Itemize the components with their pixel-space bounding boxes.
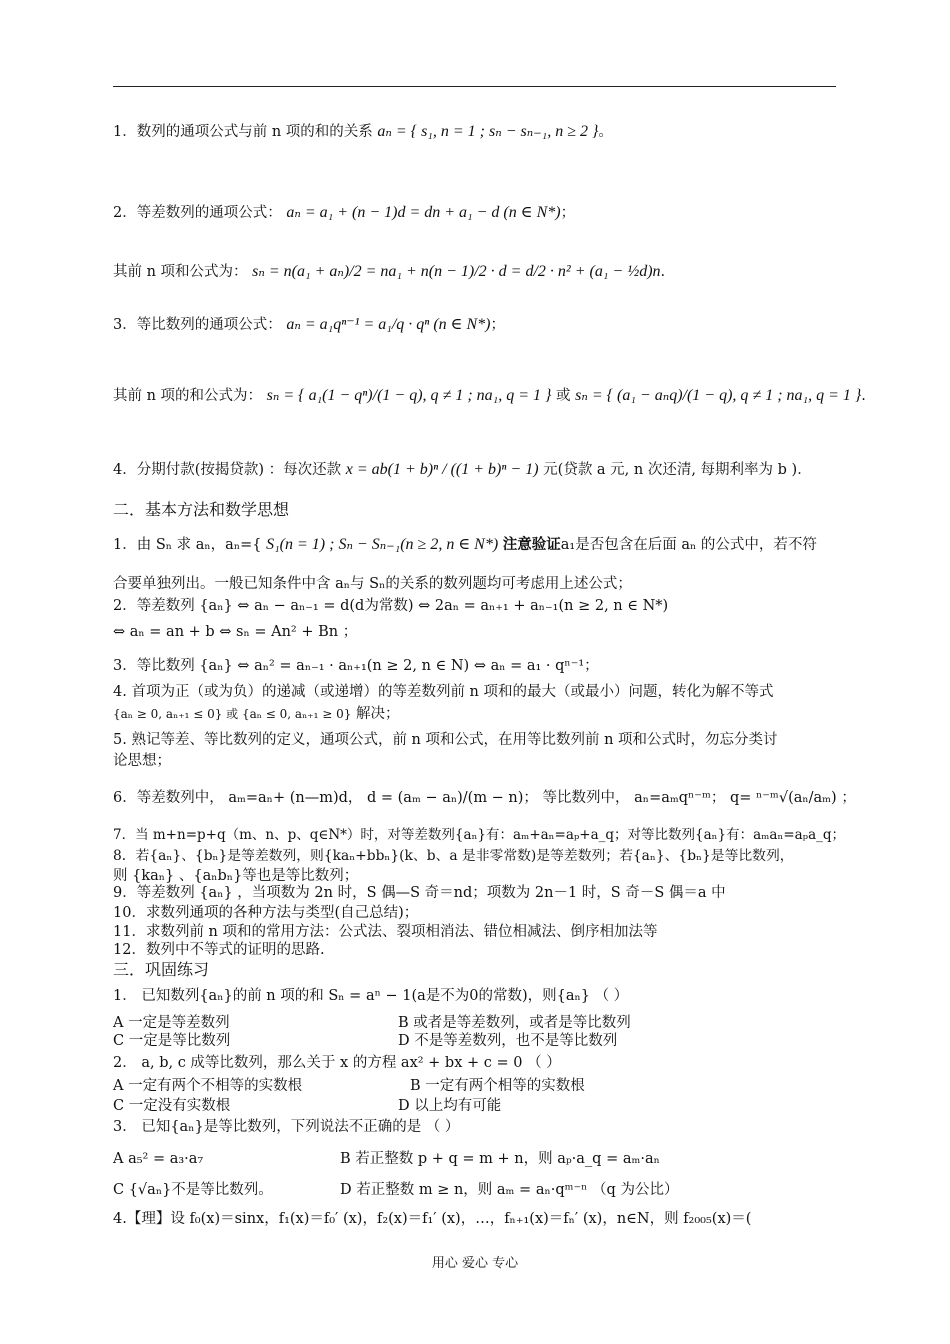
q2-option-b: B 一定有两个相等的实数根 [410, 1078, 585, 1094]
s2-line-4a: 4. 首项为正（或为负）的递减（或递增）的等差数列前 n 项和的最大（或最小）问题，转化为解不等式 [113, 684, 774, 700]
q3-option-a: A a₅² = a₃·a₇ [113, 1151, 204, 1167]
s2-line-2a: 2．等差数列 {aₙ} ⇔ aₙ − aₙ₋₁ = d(d为常数) ⇔ 2aₙ = aₙ₊₁ + aₙ₋₁(n ≥ 2, n ∈ N*) [113, 598, 669, 614]
q3-stem: 3． 已知{aₙ}是等比数列，下列说法不正确的是 （ ） [113, 1119, 460, 1135]
item-2b-formula: sₙ = n(a₁ + aₙ)/2 = na₁ + n(n − 1)/2 · d = d/2 · n² + (a₁ − ½d)n [252, 263, 661, 280]
item-1 [113, 122, 613, 142]
item-3 [113, 315, 505, 335]
s2-line-4b-text: 解决； [355, 706, 400, 722]
item-3-label: 3．等比数列的通项公式： [113, 317, 282, 333]
item-1-end: 。 [598, 124, 613, 140]
s2-line-4b [113, 704, 399, 724]
item-3-formula: aₙ = a₁qⁿ⁻¹ = a₁/q · qⁿ (n ∈ N*) [286, 316, 491, 333]
section-3-heading: 三．巩固练习 [113, 960, 210, 979]
s2-line-1 [113, 535, 817, 555]
item-3b [113, 386, 866, 406]
s2-line-7: 7．当 m+n=p+q（m、n、p、q∈N*）时，对等差数列{aₙ}有：aₘ+aₙ=aₚ+a_q；对等比数列{aₙ}有：aₘaₙ=aₚa_q； [113, 827, 846, 843]
s2-line-1c: 合要单独列出。一般已知条件中含 aₙ与 Sₙ的关系的数列题均可考虑用上述公式； [113, 576, 632, 592]
item-2-formula: aₙ = a₁ + (n − 1)d = dn + a₁ − d (n ∈ N*) [286, 204, 561, 221]
q4-stem: 4.【理】设 f₀(x)＝sinx，f₁(x)＝f₀′ (x)，f₂(x)＝f₁′ (x)，…，fₙ₊₁(x)＝fₙ′ (x)，n∈N，则 f₂₀₀₅(x)＝( [113, 1211, 752, 1227]
item-3-end: ； [490, 317, 505, 333]
item-1-label: 1．数列的通项公式与前 n 项的和的关系 [113, 124, 373, 140]
s2-line-1a: 1．由 Sₙ 求 aₙ，aₙ={ [113, 537, 262, 553]
section-2-heading: 二．基本方法和数学思想 [113, 500, 290, 519]
item-3b-end: . [861, 388, 866, 404]
s2-line-8a: 8．若{aₙ}、{bₙ}是等差数列，则{kaₙ+bbₙ}(k、b、a 是非零常数)是等差数列；若{aₙ}、{bₙ}是等比数列， [113, 848, 794, 864]
s2-line-2b: ⇔ aₙ = an + b ⇔ sₙ = An² + Bn ； [113, 624, 358, 640]
s2-line-1-cases: S₁(n = 1) ; Sₙ − Sₙ₋₁(n ≥ 2, n ∈ N*) [266, 536, 499, 553]
s2-line-11: 11．求数列前 n 项和的常用方法：公式法、裂项相消法、错位相减法、倒序相加法等 [113, 924, 658, 940]
q3-option-c: C {√aₙ}不是等比数列。 [113, 1182, 273, 1198]
s2-line-1b: a₁是否包含在后面 aₙ 的公式中，若不符 [560, 537, 817, 553]
q1-stem: 1． 已知数列{aₙ}的前 n 项的和 Sₙ = aⁿ − 1(a是不为0的常数)，则{aₙ} （ ） [113, 988, 629, 1004]
q2-option-c: C 一定没有实数根 [113, 1098, 231, 1114]
q3-option-d: D 若正整数 m ≥ n，则 aₘ = aₙ·qᵐ⁻ⁿ （q 为公比） [340, 1182, 679, 1198]
s2-line-6: 6．等差数列中， aₘ=aₙ+ (n—m)d， d = (aₘ − aₙ)/(m − n)； 等比数列中， aₙ=aₘqⁿ⁻ᵐ； q= ⁿ⁻ᵐ√(aₙ/aₘ) ； [113, 790, 856, 806]
q1-option-a: A 一定是等差数列 [113, 1015, 230, 1031]
item-2b-label: 其前 n 项和公式为： [113, 264, 248, 280]
q1-option-b: B 或者是等差数列，或者是等比数列 [398, 1015, 631, 1031]
q2-option-a: A 一定有两个不相等的实数根 [113, 1078, 303, 1094]
s2-line-9: 9．等差数列 {aₙ} ，当项数为 2n 时，S 偶—S 奇＝nd；项数为 2n－1 时，S 奇－S 偶＝a 中 [113, 885, 726, 901]
item-2b [113, 262, 665, 282]
item-4 [113, 460, 812, 480]
item-2-end: ； [560, 205, 576, 221]
item-3b-or: 或 [556, 388, 571, 404]
item-2-label: 2．等差数列的通项公式： [113, 205, 282, 221]
item-4-end: 元(贷款 a 元, n 次还清, 每期利率为 b )． [543, 462, 812, 478]
page-footer: 用心 爱心 专心 [431, 1256, 519, 1271]
s2-line-10: 10．求数列通项的各种方法与类型(自己总结)； [113, 905, 419, 921]
q1-option-d: D 不是等差数列，也不是等比数列 [398, 1033, 618, 1049]
s2-line-8b: 则 {kaₙ} 、{aₙbₙ}等也是等比数列； [113, 868, 359, 884]
s2-line-5b: 论思想； [113, 753, 171, 769]
q2-stem: 2． a, b, c 成等比数列，那么关于 x 的方程 ax² + bx + c = 0 （ ） [113, 1055, 561, 1071]
verify-note: 注意验证 [502, 536, 561, 553]
item-4-label: 4．分期付款(按揭贷款) ：每次还款 [113, 462, 342, 478]
item-3b-formula-a: sₙ = { a₁(1 − qⁿ)/(1 − q), q ≠ 1 ; na₁, q = 1 } [266, 387, 552, 404]
item-3b-label: 其前 n 项的和公式为： [113, 388, 263, 404]
q1-option-c: C 一定是等比数列 [113, 1033, 231, 1049]
item-2 [113, 203, 575, 223]
item-3b-formula-b: sₙ = { (a₁ − aₙq)/(1 − q), q ≠ 1 ; na₁, q = 1 } [575, 387, 862, 404]
s2-line-12: 12．数列中不等式的证明的思路. [113, 942, 325, 958]
q2-option-d: D 以上均有可能 [398, 1098, 502, 1114]
s2-line-4b-formula: {aₙ ≥ 0, aₙ₊₁ ≤ 0} 或 {aₙ ≤ 0, aₙ₊₁ ≥ 0} [113, 707, 352, 721]
item-4-formula: x = ab(1 + b)ⁿ / ((1 + b)ⁿ − 1) [345, 461, 539, 478]
item-2b-end: . [660, 264, 666, 280]
s2-line-5a: 5. 熟记等差、等比数列的定义，通项公式，前 n 项和公式，在用等比数列前 n 项和公式时，勿忘分类讨 [113, 732, 778, 748]
item-1-formula: aₙ = { s₁, n = 1 ; sₙ − sₙ₋₁, n ≥ 2 } [377, 123, 599, 140]
s2-line-3: 3．等比数列 {aₙ} ⇔ aₙ² = aₙ₋₁ · aₙ₊₁(n ≥ 2, n ∈ N) ⇔ aₙ = a₁ · qⁿ⁻¹； [113, 658, 599, 674]
q3-option-b: B 若正整数 p + q = m + n，则 aₚ·a_q = aₘ·aₙ [340, 1151, 660, 1167]
header-rule [113, 86, 836, 87]
